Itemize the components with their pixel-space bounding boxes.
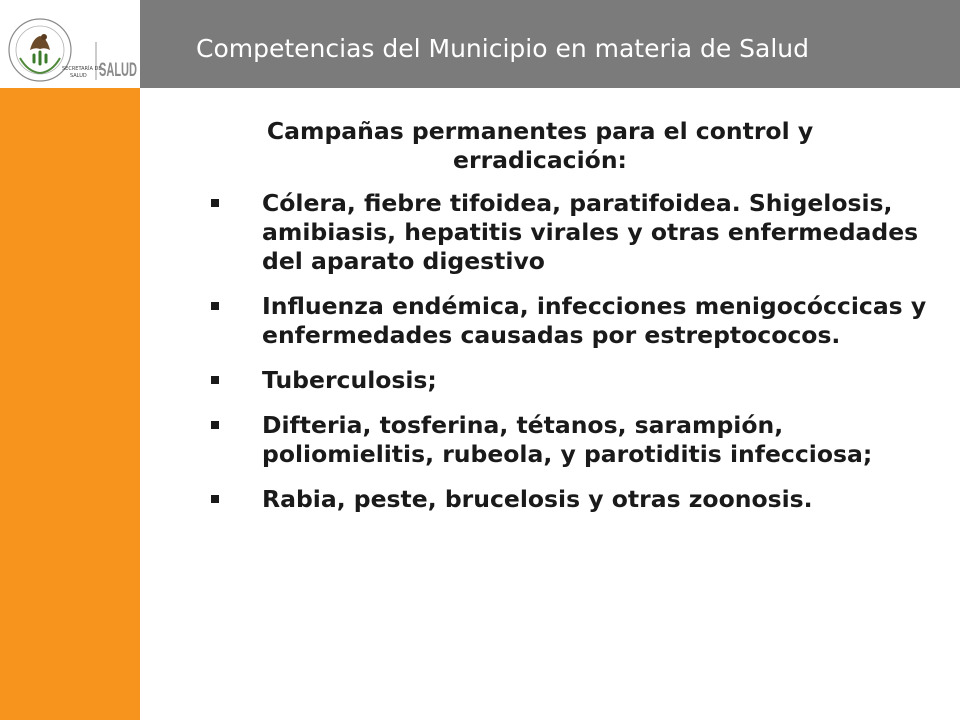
ministry-text-line1: SECRETARÍA DE bbox=[62, 66, 102, 72]
list-item-text: Influenza endémica, infecciones menigocóccicas y enfermedades causadas por estreptococos. bbox=[262, 292, 927, 349]
brand-text: SALUD bbox=[99, 60, 137, 81]
square-bullet-icon bbox=[211, 199, 219, 207]
list-item-text: Difteria, tosferina, tétanos, sarampión, poliomielitis, rubeola, y parotiditis infecciosa; bbox=[262, 411, 873, 468]
subheading: Campañas permanentes para el control y erradicación: bbox=[266, 117, 814, 174]
square-bullet-icon bbox=[211, 302, 219, 310]
page-title: Competencias del Municipio en materia de Salud bbox=[196, 34, 810, 63]
list-item-text: Cólera, fiebre tifoidea, paratifoidea. Shigelosis, amibiasis, hepatitis virales y otras enfermedades del aparato digestivo bbox=[262, 189, 919, 275]
square-bullet-icon bbox=[211, 421, 219, 429]
orange-sidebar bbox=[0, 0, 140, 720]
square-bullet-icon bbox=[211, 495, 219, 503]
salud-logo bbox=[0, 0, 140, 88]
list-item bbox=[140, 366, 952, 395]
square-bullet-icon bbox=[211, 376, 219, 384]
seal-icon bbox=[0, 0, 140, 88]
main-content bbox=[140, 100, 952, 530]
bullet-list bbox=[140, 189, 952, 514]
list-item bbox=[140, 485, 952, 514]
list-item-text: Rabia, peste, brucelosis y otras zoonosis. bbox=[262, 485, 813, 513]
ministry-text-line2: SALUD bbox=[70, 73, 87, 79]
list-item bbox=[140, 189, 952, 276]
list-item bbox=[140, 411, 952, 469]
list-item bbox=[140, 292, 952, 350]
list-item-text: Tuberculosis; bbox=[262, 366, 437, 394]
